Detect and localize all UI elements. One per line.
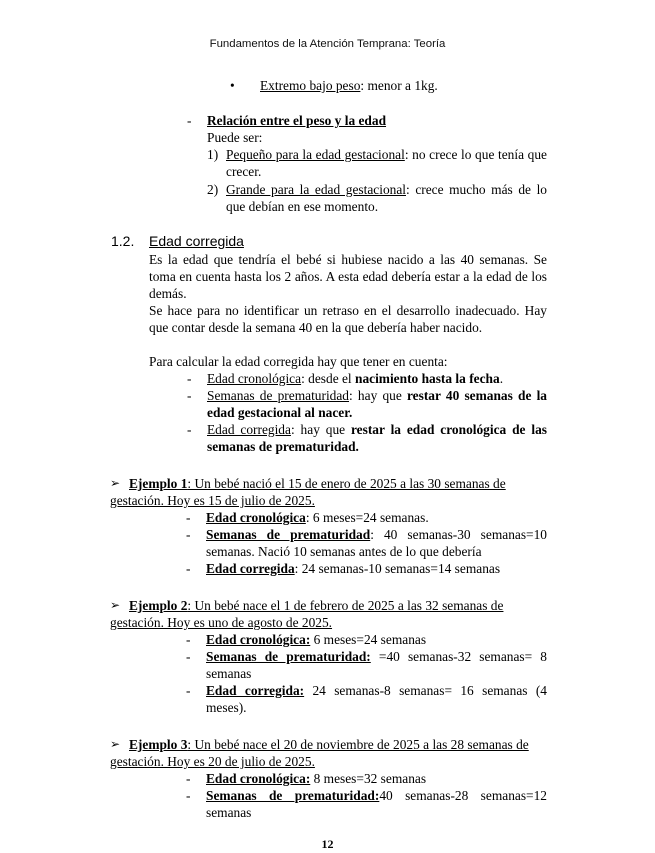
page-number: 12 xyxy=(321,837,334,851)
example-title: Ejemplo 1 xyxy=(129,476,188,491)
bullet-label: Extremo bajo peso xyxy=(260,78,361,93)
calc-label: Semanas de prematuridad xyxy=(207,388,350,403)
example-title: Ejemplo 3 xyxy=(129,737,188,752)
example-item xyxy=(186,560,547,577)
bullet-dot: • xyxy=(230,78,235,93)
section-number: 1.2. xyxy=(111,233,135,249)
example-item-label: Semanas de prematuridad: xyxy=(206,649,371,664)
example-list xyxy=(186,770,547,821)
calc-bold: nacimiento hasta la fecha xyxy=(355,371,500,386)
calc-intro: Para calcular la edad corregida hay que tener en cuenta: xyxy=(149,354,448,369)
calc-label: Edad corregida xyxy=(207,422,291,437)
calc-mid: : hay que xyxy=(290,422,351,437)
example-item-label: Edad cronológica: xyxy=(206,632,311,647)
example-item-label: Semanas de prematuridad xyxy=(206,527,371,542)
example-heading xyxy=(110,475,547,509)
example-item-rest: : 40 semanas-30 semanas=10 semanas. Nació 10 semanas antes de lo que debería xyxy=(206,527,547,559)
section-heading xyxy=(111,233,244,250)
example-item-rest: 6 meses=24 semanas xyxy=(310,632,427,647)
example-3 xyxy=(110,736,547,821)
relacion-heading-row xyxy=(187,112,547,129)
example-1 xyxy=(110,475,547,577)
bullet-rest: : menor a 1kg. xyxy=(360,78,438,93)
example-line2: gestación. Hoy es 15 de julio de 2025. xyxy=(110,493,315,508)
example-item xyxy=(186,682,547,716)
example-item xyxy=(186,509,547,526)
calc-mid: : desde el xyxy=(301,371,355,386)
example-item-rest: 8 meses=32 semanas xyxy=(310,771,427,786)
example-item-label: Edad cronológica: xyxy=(206,771,311,786)
example-item-label: Edad corregida xyxy=(206,561,295,576)
dash: - xyxy=(187,113,192,128)
example-list xyxy=(186,631,547,716)
item-label: Grande para la edad gestacional xyxy=(226,182,406,197)
example-item xyxy=(186,526,547,560)
calc-item xyxy=(187,421,547,455)
dash: - xyxy=(186,510,191,525)
example-list xyxy=(186,509,547,577)
example-item-label: Semanas de prematuridad: xyxy=(206,788,380,803)
example-line1: : Un bebé nace el 1 de febrero de 2025 a las 32 semanas de xyxy=(187,598,504,613)
example-item-label: Edad cronológica xyxy=(206,510,306,525)
relacion-item xyxy=(207,146,547,180)
dash: - xyxy=(186,632,191,647)
dash: - xyxy=(186,683,191,698)
example-heading xyxy=(110,736,547,770)
section-title: Edad corregida xyxy=(149,233,244,249)
example-2 xyxy=(110,597,547,716)
example-line2: gestación. Hoy es 20 de julio de 2025. xyxy=(110,754,315,769)
item-number: 1) xyxy=(207,147,219,162)
example-line2: gestación. Hoy es uno de agosto de 2025. xyxy=(110,615,333,630)
example-item-rest: =40 semanas-32 semanas= 8 semanas xyxy=(206,649,547,681)
example-title: Ejemplo 2 xyxy=(129,598,188,613)
example-line1: : Un bebé nace el 20 de noviembre de 2025 a las 28 semanas de xyxy=(187,737,529,752)
dash: - xyxy=(186,527,191,542)
example-item-rest: : 6 meses=24 semanas. xyxy=(305,510,429,525)
example-item xyxy=(186,770,547,787)
calc-item xyxy=(187,387,547,421)
example-heading xyxy=(110,597,547,631)
dash: - xyxy=(187,371,192,386)
dash: - xyxy=(186,788,191,803)
example-item xyxy=(186,787,547,821)
example-item-rest: : 24 semanas-10 semanas=14 semanas xyxy=(294,561,501,576)
dash: - xyxy=(187,422,192,437)
bullet-item xyxy=(230,77,550,94)
dash: - xyxy=(186,561,191,576)
arrow-icon: ➢ xyxy=(110,476,121,490)
page-header: Fundamentos de la Atención Temprana: Teoría xyxy=(209,38,446,50)
relacion-heading: Relación entre el peso y la edad xyxy=(207,113,387,128)
section-body xyxy=(149,251,547,370)
relacion-block xyxy=(187,112,547,215)
arrow-icon: ➢ xyxy=(110,598,121,612)
dash: - xyxy=(186,649,191,664)
item-rest: : crece mucho más de lo que debían en ese momento. xyxy=(226,182,547,214)
relacion-item xyxy=(207,181,547,215)
example-item-rest: 24 semanas-8 semanas= 16 semanas (4 meses). xyxy=(206,683,547,715)
calc-end: . xyxy=(499,371,504,386)
example-item-label: Edad corregida: xyxy=(206,683,305,698)
example-line1: : Un bebé nació el 15 de enero de 2025 a las 30 semanas de xyxy=(187,476,506,491)
example-item-rest: 40 semanas-28 semanas=12 semanas xyxy=(206,788,547,820)
arrow-icon: ➢ xyxy=(110,737,121,751)
relacion-intro: Puede ser: xyxy=(207,130,263,145)
example-item xyxy=(186,631,547,648)
section-paragraph: Se hace para no identificar un retraso en el desarrollo inadecuado. Hay que contar desde la semana 40 en la que debería haber nacido. xyxy=(149,303,547,335)
item-label: Pequeño para la edad gestacional xyxy=(226,147,405,162)
calc-list xyxy=(187,370,547,455)
calc-mid: : hay que xyxy=(349,388,407,403)
item-rest: : no crece lo que tenía que crecer. xyxy=(226,147,547,179)
dash: - xyxy=(187,388,192,403)
dash: - xyxy=(186,771,191,786)
item-number: 2) xyxy=(207,182,219,197)
example-item xyxy=(186,648,547,682)
calc-bold: restar la edad cronológica de las semanas de prematuridad. xyxy=(207,422,548,454)
section-paragraph: Es la edad que tendría el bebé si hubiese nacido a las 40 semanas. Se toma en cuenta hasta los 2 años. A esta edad debería estar a la edad de los demás. xyxy=(149,252,547,301)
calc-item xyxy=(187,370,547,387)
calc-label: Edad cronológica xyxy=(207,371,302,386)
calc-bold: restar 40 semanas de la edad gestacional al nacer. xyxy=(207,388,547,420)
